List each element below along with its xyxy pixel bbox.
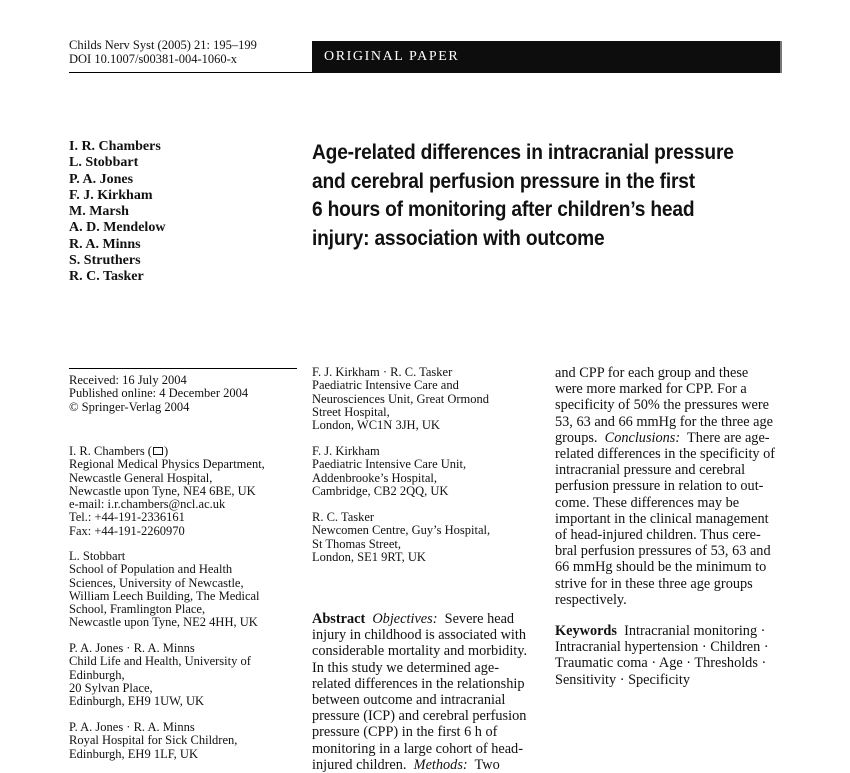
body-line: strive for in these three age groups [555, 575, 753, 592]
affiliation-line: Child Life and Health, University of [69, 654, 251, 669]
affiliation-name: F. J. Kirkham · R. C. Tasker [312, 365, 453, 379]
abstract-line: between outcome and intracranial [312, 692, 506, 709]
right-column-text [555, 365, 787, 608]
banner-edge [780, 41, 782, 73]
abstract-line: considerable mortality and morbidity. [312, 643, 528, 660]
affiliation-line: 20 Sylvan Place, [69, 680, 153, 695]
doi-line: DOI 10.1007/s00381-004-1060-x [69, 52, 238, 66]
affiliation-line: Newcastle upon Tyne, NE2 4HH, UK [69, 615, 258, 630]
affiliation-line: Paediatric Intensive Care and [312, 378, 459, 393]
affiliation-line: Cambridge, CB2 2QQ, UK [312, 483, 449, 498]
abstract-line [312, 611, 544, 627]
affiliation-tasker [312, 511, 490, 564]
affiliation-line: Sciences, University of Newcastle, [69, 575, 244, 590]
title-line: Age-related differences in intracranial pressure [312, 140, 734, 164]
body-line: respectively. [555, 591, 627, 608]
affiliation-line: School, Framlington Place, [69, 602, 206, 617]
journal-citation [69, 38, 257, 66]
keywords-line: Sensitivity · Specificity [555, 671, 691, 688]
abstract-label: Abstract [312, 611, 366, 627]
methods-label: Methods: [413, 756, 468, 773]
keywords-line: Intracranial hypertension · Children · [555, 639, 769, 656]
author: I. R. Chambers [69, 139, 161, 154]
affiliation-kirkham [312, 445, 466, 498]
body-line: specificity of 50% the pressures were [555, 397, 769, 414]
body-line: 53, 63 and 66 mmHg for the three age [555, 413, 773, 430]
affiliation-line: Edinburgh, EH9 1UW, UK [69, 694, 205, 709]
keywords [555, 623, 787, 688]
affiliation-line: Addenbrooke’s Hospital, [312, 470, 437, 485]
fax-line: Fax: +44-191-2260970 [69, 523, 185, 538]
abstract-line: injury in childhood is associated with [312, 627, 527, 644]
dates-block [69, 374, 248, 414]
body-line: 66 mmHg should be the minimum to [555, 559, 767, 576]
journal-line: Childs Nerv Syst (2005) 21: 195–199 [69, 38, 257, 52]
affiliation-name: F. J. Kirkham [312, 444, 380, 458]
title-line: and cerebral perfusion pressure in the first [312, 168, 695, 193]
affiliation-line: Newcastle upon Tyne, NE4 6BE, UK [69, 483, 256, 498]
body-line: important in the clinical management [555, 510, 769, 527]
abstract-line: monitoring in a large cohort of head- [312, 740, 523, 757]
author: L. Stobbart [69, 155, 139, 171]
affiliation-name: P. A. Jones · R. A. Minns [69, 641, 195, 655]
affiliation-line: Street Hospital, [312, 404, 390, 419]
body-line: were more marked for CPP. For a [555, 381, 747, 398]
affiliation-name: I. R. Chambers ( ) [69, 444, 169, 458]
abstract-line: related differences in the relationship [312, 675, 525, 692]
title-line: injury: association with outcome [312, 225, 605, 250]
abstract-line: injured children. Methods: Two [312, 756, 500, 773]
keywords-label: Keywords [555, 623, 617, 639]
published-date: Published online: 4 December 2004 [69, 386, 249, 401]
affiliation-name: L. Stobbart [69, 549, 126, 563]
received-date: Received: 16 July 2004 [69, 373, 187, 387]
body-line: groups. Conclusions: There are age- [555, 429, 770, 446]
body-line: intracranial pressure and cerebral [555, 462, 746, 479]
body-line: of head-injured children. Thus cere- [555, 527, 761, 544]
abstract [312, 611, 544, 773]
author: A. D. Mendelow [69, 220, 166, 236]
affiliation-line: London, SE1 9RT, UK [312, 549, 426, 564]
abstract-line: pressure (ICP) and cerebral perfusion [312, 708, 527, 725]
author-list [69, 139, 165, 286]
affiliation-name: R. C. Tasker [312, 510, 375, 524]
phone-line: Tel.: +44-191-2336161 [69, 510, 185, 525]
author: R. C. Tasker [69, 269, 144, 285]
affiliation-kirkham-tasker [312, 366, 489, 432]
paper-title [312, 138, 753, 252]
section-label: ORIGINAL PAPER [324, 49, 460, 64]
email-line: e-mail: i.r.chambers@ncl.ac.uk [69, 497, 226, 512]
affiliation-line: William Leech Building, The Medical [69, 588, 260, 603]
affiliation-line: Royal Hospital for Sick Children, [69, 733, 238, 748]
conclusions-label: Conclusions: [604, 429, 681, 446]
envelope-icon [153, 447, 163, 455]
author: P. A. Jones [69, 171, 134, 187]
affiliation-jones-minns-2 [69, 721, 237, 761]
affiliation-line: Newcastle General Hospital, [69, 470, 213, 485]
body-line: perfusion pressure in relation to out- [555, 478, 764, 495]
body-line: bral perfusion pressures of 53, 63 and [555, 543, 771, 560]
author: M. Marsh [69, 204, 129, 220]
affiliation-line: Paediatric Intensive Care Unit, [312, 457, 467, 472]
affiliation-line: Regional Medical Physics Department, [69, 457, 265, 472]
keywords-line: Traumatic coma · Age · Thresholds · [555, 655, 767, 672]
affiliation-jones-minns-1 [69, 642, 251, 708]
left-column-rule [69, 368, 297, 369]
section-banner [312, 41, 782, 73]
objectives-label: Objectives: [372, 611, 438, 627]
affiliation-line: School of Population and Health [69, 562, 233, 577]
title-line: 6 hours of monitoring after children’s head [312, 197, 695, 221]
body-line: come. These differences may be [555, 494, 740, 511]
body-line: related differences in the specificity of [555, 446, 776, 463]
affiliation-line: Newcomen Centre, Guy’s Hospital, [312, 523, 491, 538]
header-rule [69, 72, 312, 73]
body-line: and CPP for each group and these [555, 365, 749, 381]
affiliation-line: St Thomas Street, [312, 536, 402, 551]
affiliation-line: Edinburgh, EH9 1LF, UK [69, 746, 198, 761]
abstract-text: Severe head [444, 611, 515, 627]
keywords-line: Keywords Intracranial monitoring · [555, 623, 766, 639]
author: F. J. Kirkham [69, 187, 153, 203]
copyright: © Springer-Verlag 2004 [69, 399, 190, 414]
abstract-line: pressure (CPP) in the first 6 h of [312, 724, 498, 741]
abstract-line: In this study we determined age- [312, 659, 499, 676]
affiliation-line: Neurosciences Unit, Great Ormond [312, 391, 490, 406]
author: R. A. Minns [69, 236, 141, 252]
affiliation-stobbart [69, 550, 260, 630]
affiliation-chambers [69, 445, 265, 538]
affiliation-line: London, WC1N 3JH, UK [312, 418, 440, 433]
affiliation-line: Edinburgh, [69, 667, 125, 682]
author: S. Struthers [69, 253, 141, 269]
affiliation-name: P. A. Jones · R. A. Minns [69, 720, 195, 734]
